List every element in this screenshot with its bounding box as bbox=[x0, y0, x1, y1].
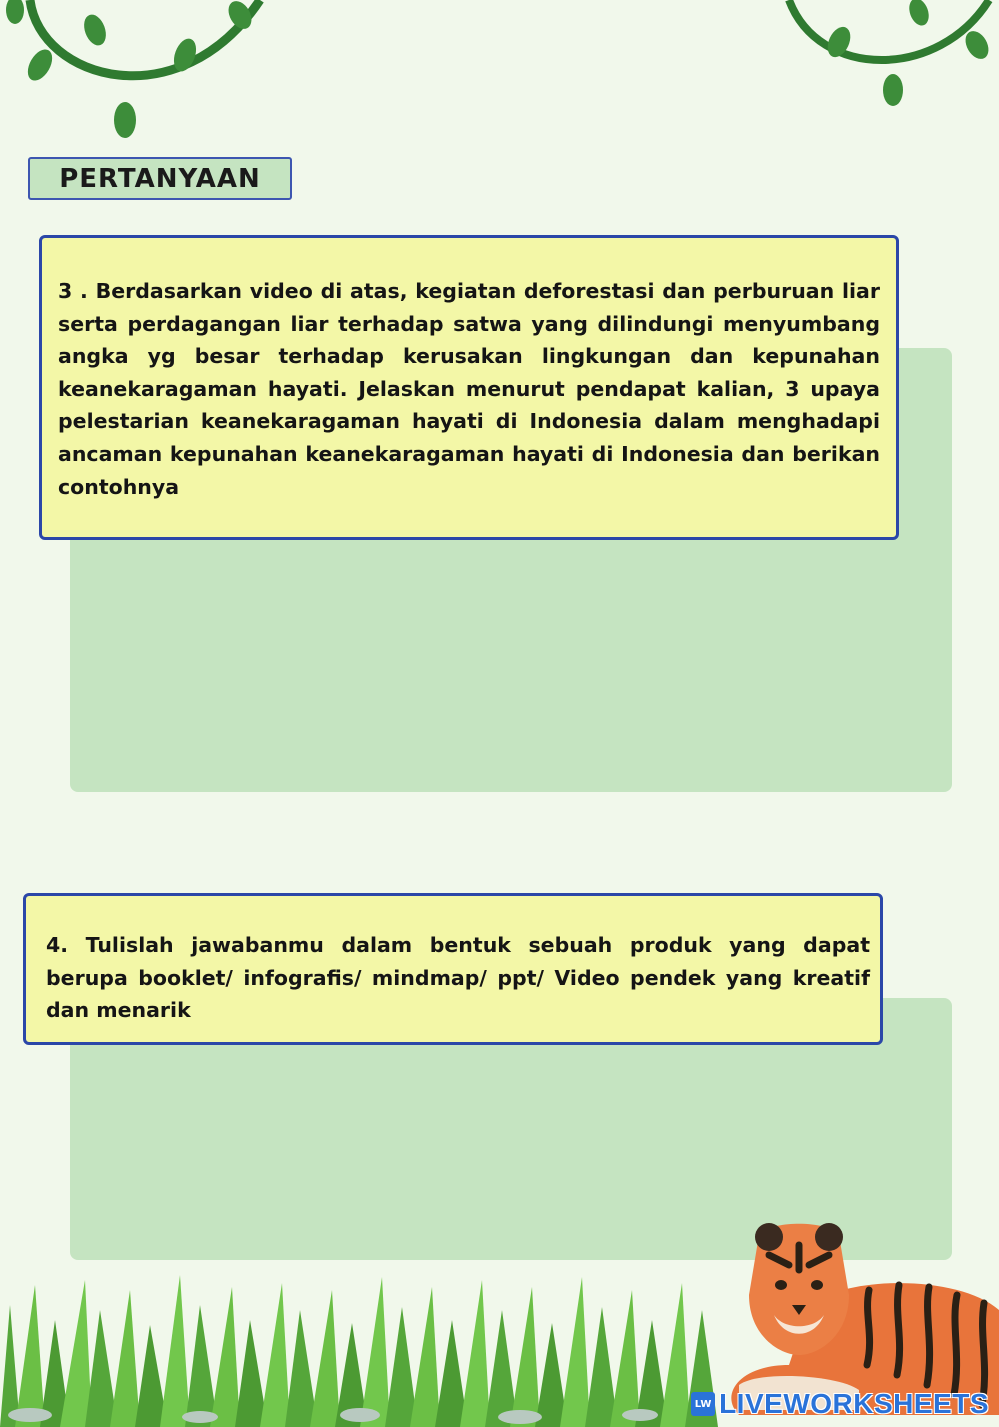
vine-right-icon bbox=[779, 0, 999, 110]
question-4-box bbox=[23, 893, 883, 1045]
liveworksheets-logo bbox=[691, 1389, 989, 1419]
vine-left-icon bbox=[0, 0, 290, 145]
question-4-text: 4. Tulislah jawabanmu dalam bentuk sebuah produk yang dapat berupa booklet/ infografis/ mindmap/ ppt/ Video pendek yang kreatif dan menarik bbox=[46, 933, 870, 1022]
question-3-text: 3 . Berdasarkan video di atas, kegiatan deforestasi dan perburuan liar serta perdagangan liar terhadap satwa yang dilindungi menyumbang angka yg besar terhadap kerusakan lingkungan dan kepunahan keanekaragaman hayati. Jelaskan menurut pendapat kalian, 3 upaya pelestarian keanekaragaman hayati di Indonesia dalam menghadapi ancaman kepunahan keanekaragaman hayati di Indonesia dan berikan contohnya bbox=[58, 279, 880, 499]
question-3-box bbox=[39, 235, 899, 540]
page-title: PERTANYAAN bbox=[28, 157, 292, 200]
brand-text: LIVEWORKSHEETS bbox=[719, 1388, 989, 1419]
brand-logo-icon: LW bbox=[691, 1392, 715, 1416]
